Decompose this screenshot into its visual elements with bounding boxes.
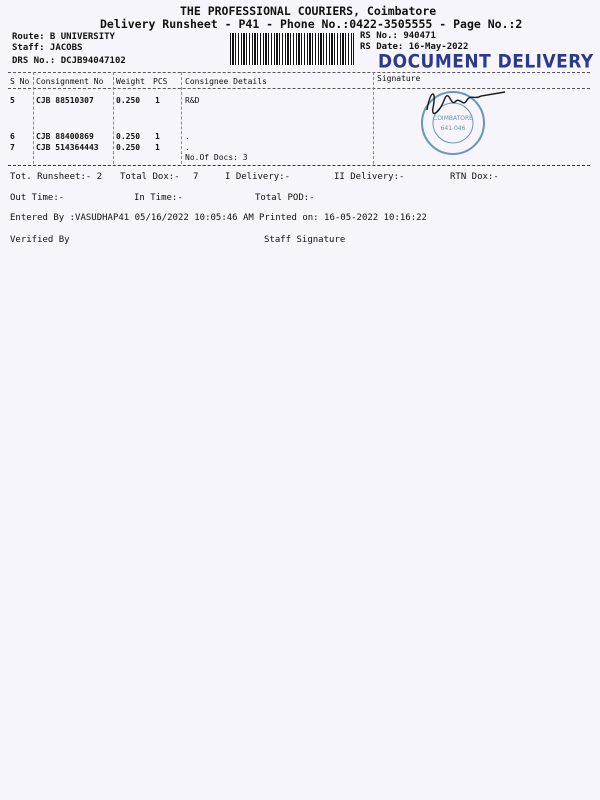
col-divider bbox=[373, 72, 374, 164]
header-sno: S No bbox=[10, 77, 30, 86]
consignment-number: CJB 88510307 bbox=[36, 96, 94, 105]
consignee-details: . bbox=[185, 132, 190, 141]
route-label: Route: B UNIVERSITY bbox=[12, 32, 115, 42]
verified-by: Verified By bbox=[10, 235, 70, 245]
total-dox-value: 7 bbox=[193, 172, 199, 182]
consignee-details: . bbox=[185, 143, 190, 152]
total-dox-label: Total Dox:- bbox=[120, 172, 180, 182]
weight-value: 0.250 bbox=[116, 96, 141, 105]
table-row: 5 bbox=[10, 96, 15, 105]
ii-delivery: II Delivery:- bbox=[334, 172, 405, 182]
col-divider bbox=[181, 72, 182, 164]
pcs-value: 1 bbox=[155, 96, 160, 105]
seal-text: COIMBATORE bbox=[433, 115, 473, 122]
runsheet-subtitle: Delivery Runsheet - P41 - Phone No.:0422-3505555 - Page No.:2 bbox=[100, 17, 523, 31]
header-signature: Signature bbox=[377, 74, 421, 83]
table-row: 6 bbox=[10, 132, 15, 141]
total-pod: Total POD:- bbox=[255, 193, 315, 203]
table-top-rule bbox=[8, 72, 590, 73]
staff-signature: Staff Signature bbox=[264, 235, 346, 245]
header-consignee-details: Consignee Details bbox=[185, 77, 267, 86]
seal-text-pin: 641 046 bbox=[440, 125, 466, 132]
col-divider bbox=[113, 72, 114, 164]
weight-value: 0.250 bbox=[116, 143, 141, 152]
company-title: THE PROFESSIONAL COURIERS, Coimbatore bbox=[180, 4, 437, 18]
docs-count: No.Of Docs: 3 bbox=[185, 153, 248, 162]
printed-on: Printed on: 16-05-2022 10:16:22 bbox=[259, 213, 427, 223]
col-divider bbox=[33, 72, 34, 164]
rtn-dox: RTN Dox:- bbox=[450, 172, 499, 182]
header-consignment: Consignment No bbox=[36, 77, 104, 86]
document-delivery-stamp: DOCUMENT DELIVERY bbox=[378, 51, 594, 73]
i-delivery: I Delivery:- bbox=[225, 172, 291, 182]
tot-runsheet: Tot. Runsheet:- 2 bbox=[10, 172, 103, 182]
rs-date: RS Date: 16-May-2022 bbox=[360, 42, 469, 52]
table-bottom-rule bbox=[8, 165, 590, 166]
out-time: Out Time:- bbox=[10, 193, 65, 203]
entered-by: Entered By :VASUDHAP41 05/16/2022 10:05:46 AM bbox=[10, 213, 254, 223]
barcode bbox=[230, 33, 354, 65]
staff-label: Staff: JACOBS bbox=[12, 43, 83, 53]
drs-number: DRS No.: DCJB94047102 bbox=[12, 56, 126, 66]
consignee-details: R&D bbox=[185, 96, 200, 105]
header-pcs: PCS bbox=[153, 77, 168, 86]
consignment-number: CJB 514364443 bbox=[36, 143, 99, 152]
weight-value: 0.250 bbox=[116, 132, 141, 141]
table-row: 7 bbox=[10, 143, 15, 152]
header-weight: Weight bbox=[116, 77, 145, 86]
seal-stamp bbox=[405, 88, 515, 158]
consignment-number: CJB 88400869 bbox=[36, 132, 94, 141]
pcs-value: 1 bbox=[155, 143, 160, 152]
pcs-value: 1 bbox=[155, 132, 160, 141]
rs-number: RS No.: 940471 bbox=[360, 31, 436, 41]
in-time: In Time:- bbox=[134, 193, 183, 203]
